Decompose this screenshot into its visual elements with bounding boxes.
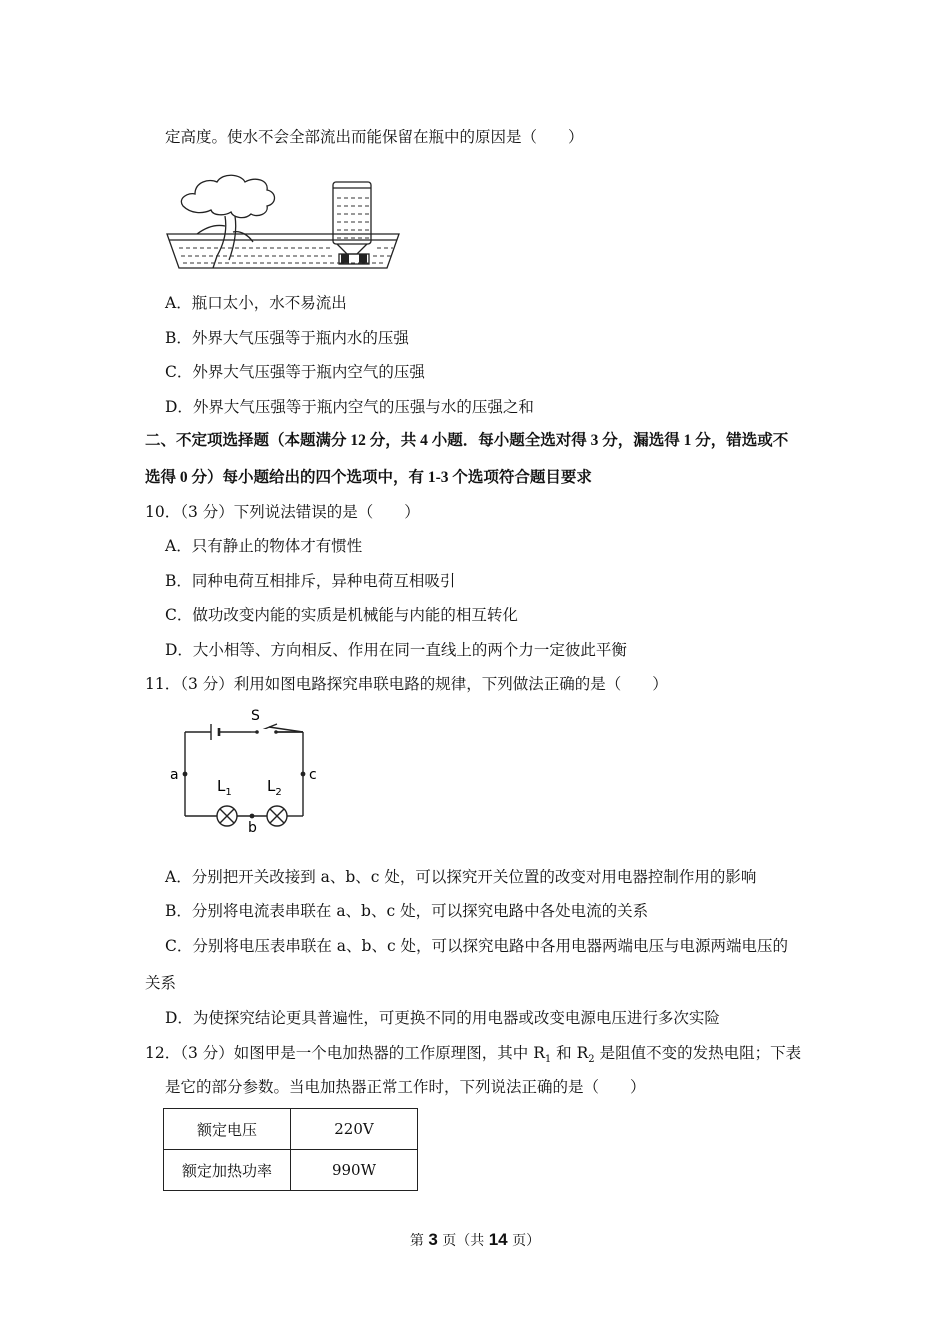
table-cell: 额定电压	[164, 1109, 291, 1150]
page-total: 14	[488, 1230, 508, 1249]
table-row	[164, 1109, 418, 1150]
q12-parameter-table	[163, 1108, 418, 1191]
page-number: 3	[428, 1230, 438, 1249]
page-footer: 第 3 页（共 14 页）	[409, 1230, 541, 1249]
point-c-label: c	[309, 767, 317, 783]
lamp2-label: $L_2$	[267, 777, 282, 798]
table-cell: 额定加热功率	[164, 1150, 291, 1191]
q11-stem: 11．（3 分）利用如图电路探究串联电路的规律，下列做法正确的是（ ）	[145, 675, 668, 693]
q12-stem-line2: 是它的部分参数。当电加热器正常工作时，下列说法正确的是（ ）	[165, 1078, 646, 1096]
q10-option-a: A．只有静止的物体才有惯性	[165, 537, 363, 555]
q9-option-c: C．外界大气压强等于瓶内空气的压强	[165, 363, 425, 381]
q9-figure-bottle-trough	[165, 170, 405, 272]
q9-option-b: B．外界大气压强等于瓶内水的压强	[165, 329, 409, 347]
table-cell: 990W	[291, 1150, 418, 1191]
q10-option-d: D．大小相等、方向相反、作用在同一直线上的两个力一定彼此平衡	[165, 641, 627, 659]
lamp1-label: $L_1$	[217, 777, 232, 798]
q11-option-b: B．分别将电流表串联在 a、b、c 处，可以探究电路中各处电流的关系	[165, 902, 649, 920]
switch-label: S	[251, 708, 260, 724]
q11-option-d: D．为使探究结论更具普遍性，可更换不同的用电器或改变电源电压进行多次实险	[165, 1009, 720, 1027]
point-a-dot	[183, 772, 188, 777]
point-c-dot	[301, 772, 306, 777]
q10-option-b: B．同种电荷互相排斥，异种电荷互相吸引	[165, 572, 456, 590]
point-b-label: b	[248, 820, 257, 835]
q10-option-c: C．做功改变内能的实质是机械能与内能的相互转化	[165, 606, 518, 624]
q11-option-c-line1: C．分别将电压表串联在 a、b、c 处，可以探究电路中各用电器两端电压与电源两端电压的	[165, 937, 789, 955]
q9-stem-tail: 定高度。使水不会全部流出而能保留在瓶中的原因是（ ）	[165, 128, 584, 146]
q9-option-d: D．外界大气压强等于瓶内空气的压强与水的压强之和	[165, 398, 534, 416]
section2-heading-line2: 选得 0 分）每小题给出的四个选项中，有 1-3 个选项符合题目要求	[145, 469, 592, 486]
q10-stem: 10．（3 分）下列说法错误的是（ ）	[145, 503, 420, 521]
table-cell: 220V	[291, 1109, 418, 1150]
point-b-dot	[250, 814, 255, 819]
section2-heading-line1: 二、不定项选择题（本题满分 12 分，共 4 小题．每小题全选对得 3 分，漏选得 1 分，错选或不	[145, 432, 789, 449]
q11-option-c-line2: 关系	[145, 974, 177, 992]
q11-option-a: A．分别把开关改接到 a、b、c 处，可以探究开关位置的改变对用电器控制作用的影响	[165, 868, 757, 886]
q11-circuit-diagram	[165, 705, 325, 835]
q12-stem-line1: 12．（3 分）如图甲是一个电加热器的工作原理图，其中 $R_1$ 和 $R_2$ 是阻值不变的发热电阻；下表	[145, 1044, 802, 1066]
q9-option-a: A．瓶口太小，水不易流出	[165, 294, 347, 312]
point-a-label: a	[170, 767, 179, 783]
table-row	[164, 1150, 418, 1191]
